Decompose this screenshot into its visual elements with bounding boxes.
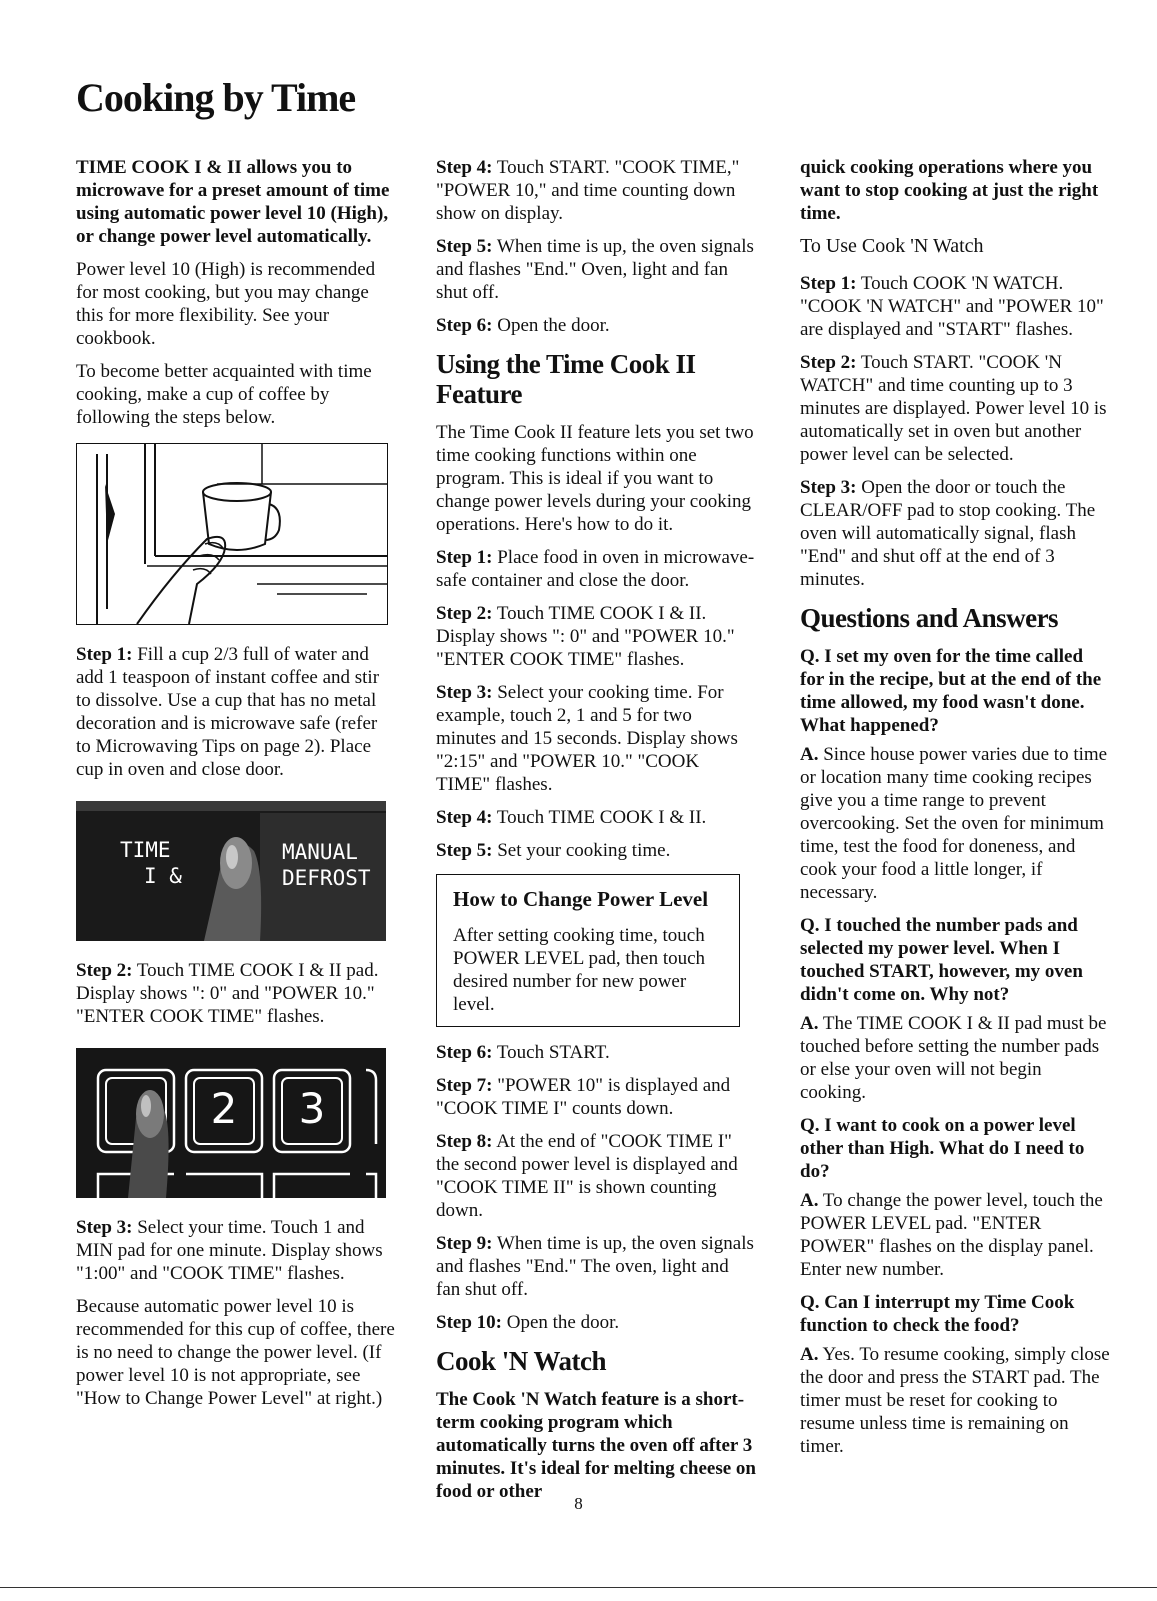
section-heading-time-cook-ii: Using the Time Cook II Feature	[436, 349, 696, 409]
cnw-step-3: Step 3: Open the door or touch the CLEAR/OFF pad to stop cooking. The oven will automatically signal, flash "End" and shut off at the end of 3 minutes.	[800, 477, 1096, 590]
answer-3: A. To change the power level, touch the POWER LEVEL pad. "ENTER POWER" flashes on the display panel. Enter new number.	[800, 1190, 1103, 1280]
step-3: Step 3: Select your time. Touch 1 and MIN pad for one minute. Display shows "1:00" and "COOK TIME" flashes.	[76, 1217, 383, 1284]
answer-2: A. The TIME COOK I & II pad must be touched before setting the number pads or else your oven will not begin cooking.	[800, 1013, 1107, 1103]
cnw-step-1: Step 1: Touch COOK 'N WATCH. "COOK 'N WATCH" and "POWER 10" are displayed and "START" flashes.	[800, 273, 1104, 340]
answer-4: A. Yes. To resume cooking, simply close the door and press the START pad. The timer must be reset for cooking to resume unless time is remaining on timer.	[800, 1344, 1110, 1457]
key-3[interactable]: 3	[298, 1084, 326, 1133]
step-2: Step 2: Touch TIME COOK I & II pad. Display shows ": 0" and "POWER 10." "ENTER COOK TIME" flashes.	[76, 960, 379, 1027]
question-4: Q. Can I interrupt my Time Cook function to check the food?	[800, 1292, 1075, 1336]
page-number: 8	[574, 1494, 583, 1513]
column-3	[800, 156, 1110, 1468]
paragraph: To become better acquainted with time cooking, make a cup of coffee by following the steps below.	[76, 361, 372, 428]
cook-n-watch-intro-cont: quick cooking operations where you want to stop cooking at just the right time.	[800, 157, 1099, 224]
number-pad-photo	[76, 1048, 386, 1198]
paragraph: Power level 10 (High) is recommended for most cooking, but you may change this for more flexibility. See your cookbook.	[76, 259, 376, 349]
question-3: Q. I want to cook on a power level other than High. What do I need to do?	[800, 1115, 1085, 1182]
sub-heading-use-cook-n-watch: To Use Cook 'N Watch	[800, 235, 984, 257]
power-box-title: How to Change Power Level	[453, 887, 709, 911]
column-1	[76, 156, 396, 1420]
step-5: Step 5: When time is up, the oven signals and flashes "End." Oven, light and fan shut off.	[436, 236, 754, 303]
pad-time-label[interactable]: TIME I &	[120, 838, 182, 888]
tc2-step-10: Step 10: Open the door.	[436, 1312, 620, 1333]
power-level-box	[436, 874, 740, 1027]
pad-manual-defrost[interactable]: MANUAL DEFROST	[282, 840, 371, 890]
cnw-step-2: Step 2: Touch START. "COOK 'N WATCH" and time counting up to 3 minutes are displayed. Power level 10 is automatically set in oven but another power level can be selected.	[800, 352, 1107, 465]
tc2-step-1: Step 1: Place food in oven in microwave-safe container and close the door.	[436, 547, 755, 591]
question-2: Q. I touched the number pads and selected my power level. When I touched START, however, my oven didn't come on. Why not?	[800, 915, 1083, 1005]
question-1: Q. I set my oven for the time called for in the recipe, but at the end of the time allowed, my food wasn't done. What happened?	[800, 646, 1102, 736]
tc2-step-9: Step 9: When time is up, the oven signals and flashes "End." The oven, light and fan shut off.	[436, 1233, 754, 1300]
column-2	[436, 156, 756, 1513]
page-title: Cooking by Time	[76, 75, 356, 120]
step-4: Step 4: Touch START. "COOK TIME," "POWER 10," and time counting down show on display.	[436, 157, 740, 224]
answer-1: A. Since house power varies due to time or location many time cooking recipes give you a time range to prevent overcooking. Set the oven for minimum time, test the food for doneness, and cook your food a little longer, if necessary.	[800, 744, 1108, 903]
tc2-step-5: Step 5: Set your cooking time.	[436, 840, 671, 861]
tc2-step-2: Step 2: Touch TIME COOK I & II. Display shows ": 0" and "POWER 10." "ENTER COOK TIME" flashes.	[436, 603, 735, 670]
step-1: Step 1: Fill a cup 2/3 full of water and add 1 teaspoon of instant coffee and stir to dissolve. Use a cup that has no metal decoration and is microwave safe (refer to Microwaving Tips on page 2). Place cup in oven and close door.	[76, 644, 380, 780]
tc2-step-7: Step 7: "POWER 10" is displayed and "COOK TIME I" counts down.	[436, 1075, 731, 1119]
power-box-text: After setting cooking time, touch POWER LEVEL pad, then touch desired number for new power level.	[453, 925, 706, 1015]
tc2-step-8: Step 8: At the end of "COOK TIME I" the second power level is displayed and "COOK TIME II" is shown counting down.	[436, 1131, 738, 1221]
step-6: Step 6: Open the door.	[436, 315, 610, 336]
intro-text: TIME COOK I & II allows you to microwave for a preset amount of time using automatic power level 10 (High), or change power level automatically.	[76, 157, 390, 247]
tc2-step-4: Step 4: Touch TIME COOK I & II.	[436, 807, 707, 828]
time-cook-pad-photo	[76, 801, 386, 941]
tc2-step-6: Step 6: Touch START.	[436, 1042, 610, 1063]
cook-n-watch-intro: The Cook 'N Watch feature is a short-term cooking program which automatically turns the oven off after 3 minutes. It's ideal for melting cheese on food or other	[436, 1389, 756, 1502]
section-heading-cook-n-watch: Cook 'N Watch	[436, 1346, 607, 1376]
bottom-rule	[0, 1587, 1157, 1588]
cup-in-oven-illustration	[76, 443, 388, 625]
paragraph: The Time Cook II feature lets you set two time cooking functions within one program. This is ideal if you want to change power levels during your cooking operations. Here's how to do it.	[436, 422, 754, 535]
tc2-step-3: Step 3: Select your cooking time. For example, touch 2, 1 and 5 for two minutes and 15 seconds. Display shows "2:15" and "POWER 10." "COOK TIME" flashes.	[436, 682, 738, 795]
key-2[interactable]: 2	[210, 1084, 238, 1133]
paragraph: Because automatic power level 10 is recommended for this cup of coffee, there is no need to change the power level. (If power level 10 is not appropriate, see "How to Change Power Level" at right.)	[76, 1296, 395, 1409]
section-heading-qa: Questions and Answers	[800, 603, 1059, 633]
